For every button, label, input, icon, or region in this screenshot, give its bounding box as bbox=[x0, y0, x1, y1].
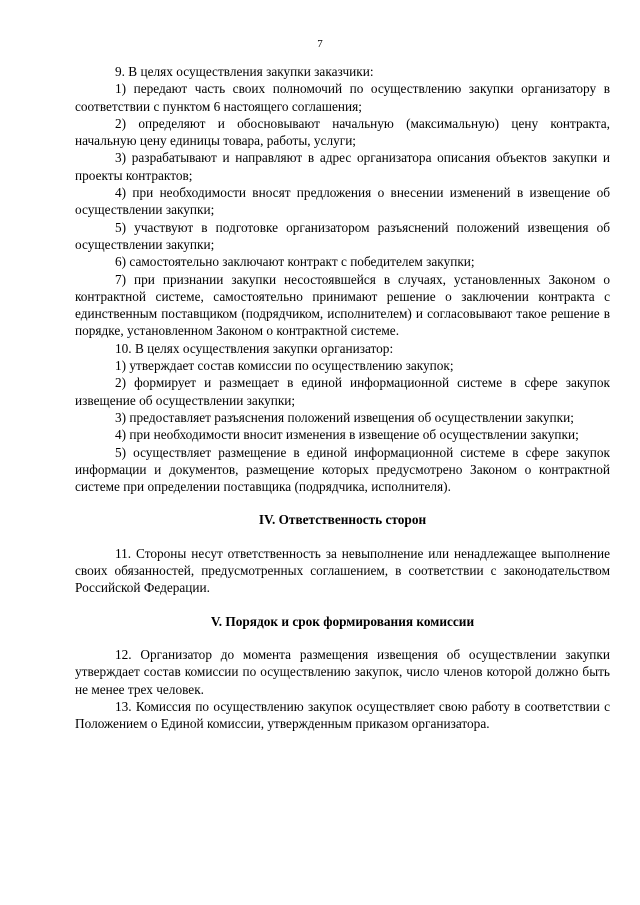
paragraph: 2) определяют и обосновывают начальную (максимальную) цену контракта, начальную цену единицы товара, работы, услуги; bbox=[75, 115, 610, 149]
paragraph: 13. Комиссия по осуществлению закупок осуществляет свою работу в соответствии с Положением о Единой комиссии, утвержденным приказом организатора. bbox=[75, 698, 610, 732]
page-number: 7 bbox=[317, 38, 323, 50]
paragraph: 5) осуществляет размещение в единой информационной системе в сфере закупок информации и документов, размещение которых предусмотрено Законом о контрактной системе при определении поставщика (подрядчика, исполнителя). bbox=[75, 444, 610, 495]
document-body bbox=[75, 63, 610, 732]
paragraph: 3) предоставляет разъяснения положений извещения об осуществлении закупки; bbox=[115, 409, 574, 425]
paragraph: 1) утверждает состав комиссии по осуществлению закупок; bbox=[115, 358, 454, 374]
paragraph: 2) формирует и размещает в единой информационной системе в сфере закупок извещение об осуществлении закупки; bbox=[75, 375, 610, 408]
paragraph: 11. Стороны несут ответственность за невыполнение или ненадлежащее выполнение своих обязанностей, предусмотренных соглашением, в соответствии с законодательством Российской Федерации. bbox=[75, 545, 610, 596]
section-heading-commission: V. Порядок и срок формирования комиссии bbox=[210, 613, 475, 629]
paragraph: 4) при необходимости вносит изменения в извещение об осуществлении закупки; bbox=[115, 427, 579, 443]
section-commission-body bbox=[75, 646, 610, 732]
paragraph: 12. Организатор до момента размещения извещения об осуществлении закупки утверждает состав комиссии по осуществлению закупок, число членов которой должно быть не менее трех человек. bbox=[75, 646, 610, 697]
paragraph: 5) участвуют в подготовке организатором разъяснений положений извещения об осуществлении закупки; bbox=[75, 219, 610, 252]
paragraph: 9. В целях осуществления закупки заказчики: bbox=[115, 64, 374, 79]
paragraph: 10. В целях осуществления закупки организатор: bbox=[115, 340, 394, 356]
paragraph: 3) разрабатывают и направляют в адрес организатора описания объектов закупки и проекты контрактов; bbox=[75, 150, 610, 183]
paragraph: 4) при необходимости вносят предложения о внесении изменений в извещение об осуществлении закупки; bbox=[75, 185, 610, 218]
section-responsibility-body bbox=[75, 545, 610, 597]
paragraph: 1) передают часть своих полномочий по осуществлению закупки организатору в соответствии с пунктом 6 настоящего соглашения; bbox=[75, 81, 610, 114]
paragraph: 6) самостоятельно заключают контракт с победителем закупки; bbox=[115, 254, 475, 270]
paragraph: 7) при признании закупки несостоявшейся в случаях, установленных Законом о контрактной системе, самостоятельно принимают решение о заключении контракта с единственным поставщиком (подрядчиком, исполнителем) и согласовывают такое решение в порядке, установленном Законом о контрактной системе. bbox=[75, 271, 610, 339]
section-heading-responsibility: IV. Ответственность сторон bbox=[258, 512, 427, 528]
